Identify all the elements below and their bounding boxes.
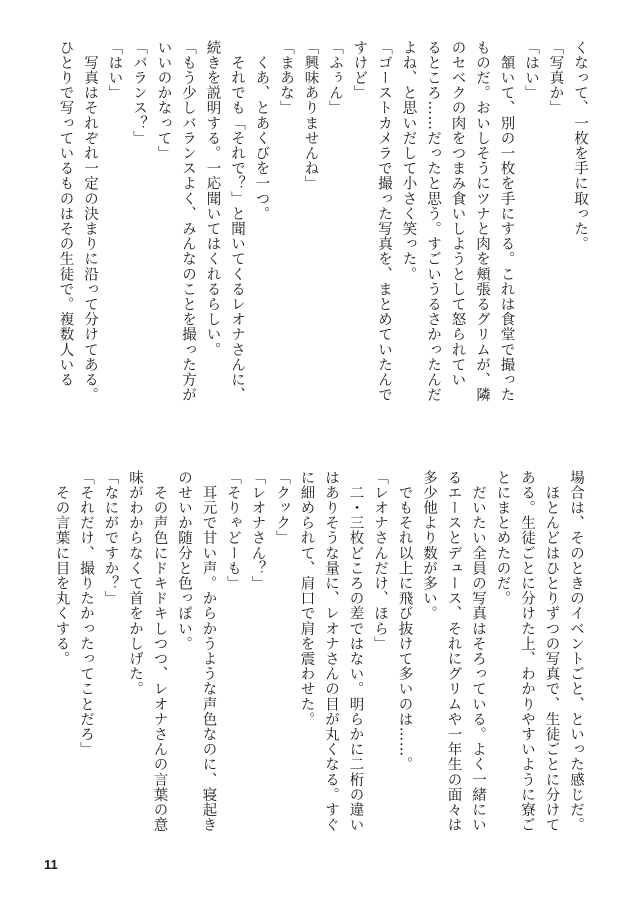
text-line: くなって、一枚を手に取った。	[572, 40, 588, 252]
text-line: るエースとデュース、それにグリムや一年生の面々は	[445, 470, 462, 833]
text-line: ほとんどはひとりずつの写真で、生徒ごとに分けて	[543, 470, 560, 833]
text-line: 写真はそれぞれ一定の決まりに沿って分けてある。	[82, 40, 98, 403]
text-line: それでも「それで？」と聞いてくるレオナさんに、	[229, 40, 245, 403]
text-line: すけど」	[351, 40, 368, 101]
text-line: 多少他より数が多い。	[421, 470, 437, 621]
text-line: 「はい」	[106, 40, 123, 101]
text-line: 「それだけ、撮りたかったってことだろ」	[78, 470, 94, 757]
text-line: ある。生徒ごとに分けた上、わかりやすいように寮ご	[519, 470, 535, 833]
text-line: 「そりゃどーも」	[225, 470, 241, 591]
text-line: 「バランス？」	[131, 40, 147, 146]
text-line: 場合は、そのときのイベントごと、といった感じだ。	[568, 470, 584, 833]
text-line: 「クック」	[274, 470, 290, 546]
text-line: ものだ。おいしそうにツナと肉を頬張るグリムが、隣	[474, 40, 490, 403]
text-line: くあ、とあくびを一つ。	[253, 40, 270, 222]
text-line: はありそうな量に、レオナさんの目が丸くなる。すぐ	[323, 470, 339, 833]
text-line: いいのかなって」	[155, 40, 172, 161]
text-line: 「もう少しバランスよく、みんなのことを撮った方が	[180, 40, 196, 403]
text-line: 「はい」	[523, 40, 539, 101]
page-number: 11	[44, 857, 58, 872]
text-line: 「なにがですか？」	[102, 470, 119, 606]
text-line: 二・三枚どころの差ではない。明らかに二桁の違い	[347, 470, 364, 833]
text-line: のせいか随分と色っぽい。	[176, 470, 192, 652]
text-block-bottom	[49, 470, 588, 850]
text-block-top	[53, 40, 592, 450]
text-line: ひとりで写っているものはその生徒で。複数人いる	[57, 40, 74, 388]
text-line: その言葉に目を丸くする。	[53, 470, 70, 667]
text-line: に細められて、肩口で肩を震わせた。	[298, 470, 315, 727]
text-line: 「ゴーストカメラで撮った写真を、まとめていたんで	[376, 40, 392, 403]
text-line: 「まあな」	[278, 40, 294, 116]
text-line: 「レオナさんだけ、ほら」	[372, 470, 388, 652]
text-line: るところ……だったと思う。すごいうるさかったんだ	[425, 40, 441, 403]
text-line: その声色にドキドキしつつ、レオナさんの言葉の意	[151, 470, 168, 833]
text-line: 頷いて、別の一枚を手にする。これは食堂で撮った	[498, 40, 515, 403]
text-line: のセベクの肉をつまみ食いしようとして怒られてい	[449, 40, 466, 388]
text-line: でもそれ以上に飛び抜けて多いのは……。	[396, 470, 413, 772]
text-line: 「興味ありませんね」	[302, 40, 319, 191]
text-line: 耳元で甘い声。からかうような声色なのに、寝起き	[200, 470, 217, 833]
text-line: よね、と思いだして小さく笑った。	[400, 40, 417, 282]
text-line: 「レオナさん？」	[249, 470, 266, 591]
text-line: 「写真か」	[547, 40, 564, 116]
text-line: だいたい全員の写真はそろっている。よく一緒にい	[470, 470, 486, 833]
text-line: とにまとめたのだ。	[494, 470, 511, 606]
text-line: 続きを説明する。一応聞いてはくれるらしい。	[204, 40, 221, 358]
text-line: 「ふぅん」	[327, 40, 343, 116]
text-line: 味がわからなくて首をかしげた。	[127, 470, 143, 697]
